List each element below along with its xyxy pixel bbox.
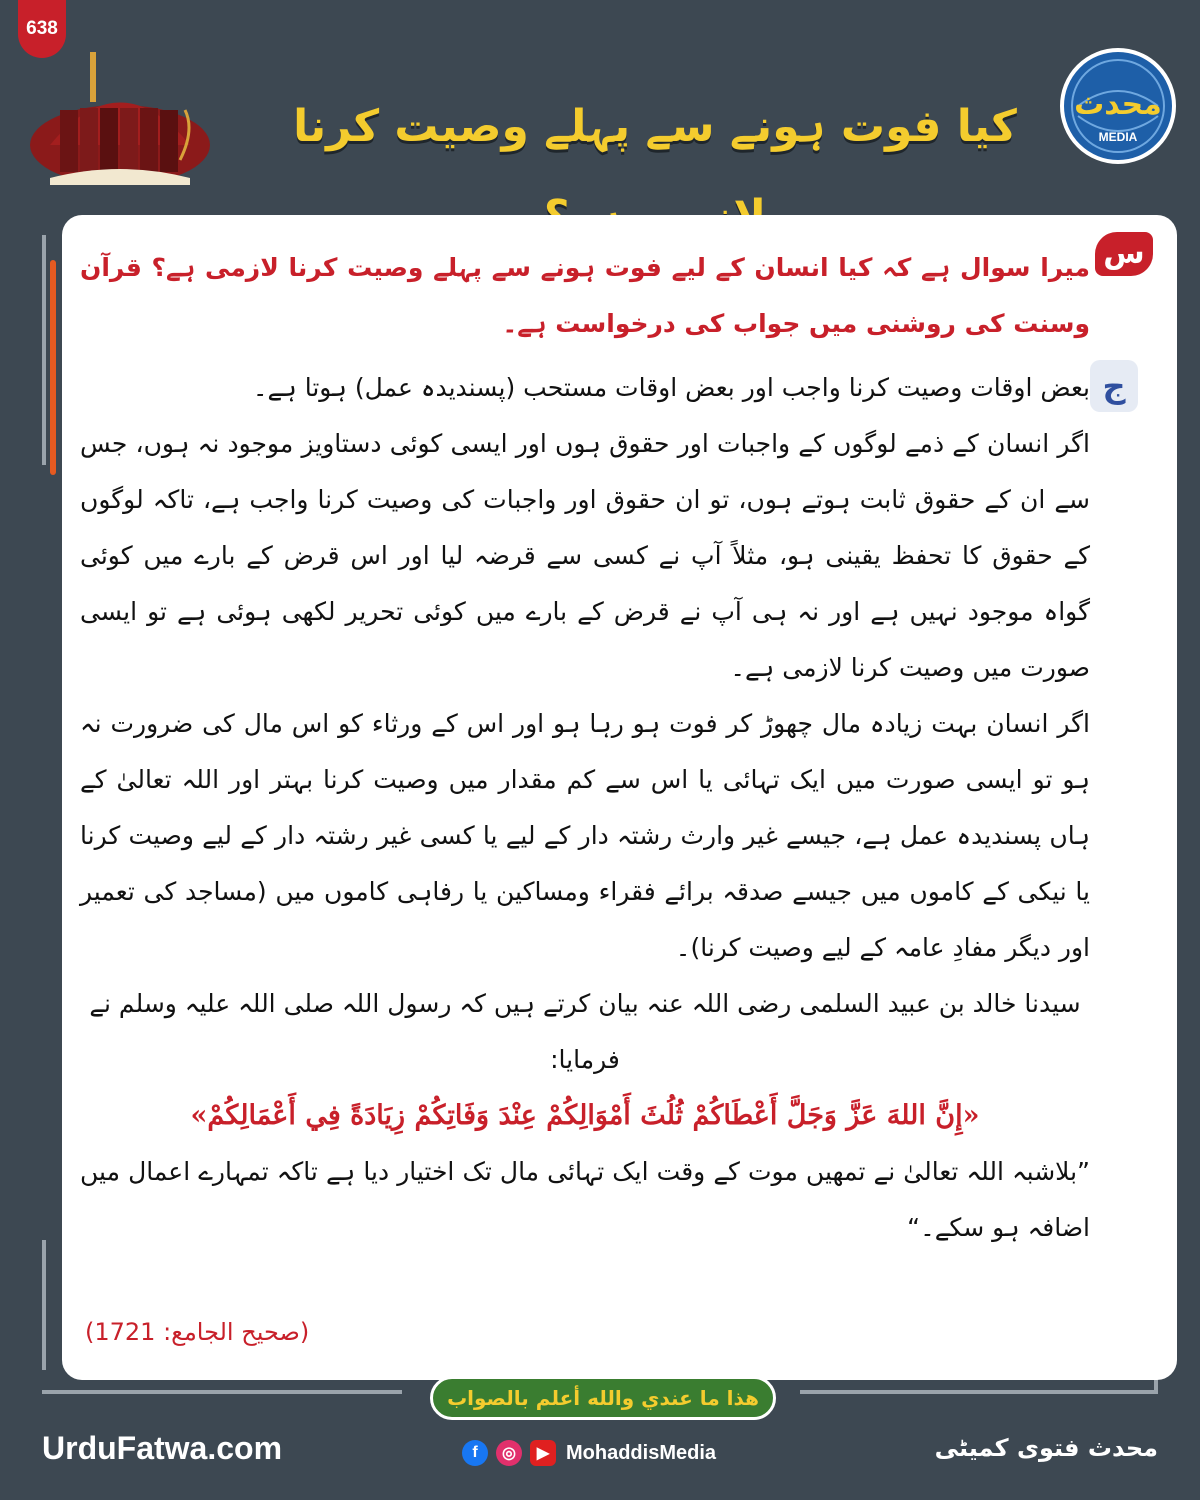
accent-stripe — [50, 260, 56, 475]
frame-left-top — [42, 235, 46, 465]
frame-bottom-right — [800, 1390, 1158, 1394]
social-handle[interactable]: MohaddisMedia — [566, 1441, 717, 1464]
social-links — [462, 1440, 716, 1466]
post-number: 638 — [26, 18, 58, 39]
logo-text: MEDIA — [1098, 130, 1138, 144]
youtube-icon[interactable]: ▶ — [530, 1440, 556, 1466]
answer-para-1: بعض اوقات وصیت کرنا واجب اور بعض اوقات مستحب (پسندیدہ عمل) ہوتا ہے۔ — [252, 373, 1090, 402]
committee-name: محدث فتوی کمیٹی — [934, 1434, 1158, 1462]
instagram-icon[interactable]: ◎ — [496, 1440, 522, 1466]
closing-statement: هذا ما عندي والله أعلم بالصواب — [430, 1376, 776, 1420]
frame-left-bottom — [42, 1240, 46, 1370]
facebook-icon[interactable]: f — [462, 1440, 488, 1466]
website-link[interactable]: UrduFatwa.com — [42, 1430, 283, 1466]
svg-text:محدث: محدث — [1074, 87, 1162, 122]
fatwa-body — [80, 240, 1090, 1256]
mohaddis-logo — [1058, 46, 1178, 166]
hadith-reference: (صحيح الجامع: 1721) — [85, 1318, 310, 1346]
books-dome-illustration — [20, 50, 220, 190]
answer-marker: ج — [1090, 360, 1138, 412]
arabic-hadith: «إِنَّ اللهَ عَزَّ وَجَلَّ أَعْطَاكُمْ ثُلُثَ أَمْوَالِكُمْ عِنْدَ وَفَاتِكُمْ زِيَادَةً فِي أَعْمَالِكُمْ» — [190, 1100, 980, 1131]
hadith-translation: ”بلاشبہ اللہ تعالیٰ نے تمھیں موت کے وقت ایک تہائی مال تک اختیار دیا ہے تاکہ تمہارے اعمال میں اضافہ ہو سکے۔“ — [80, 1157, 1090, 1242]
answer-para-3: اگر انسان بہت زیادہ مال چھوڑ کر فوت ہو رہا ہو اور اس کے ورثاء کو اس مال کی ضرورت نہ ہو تو ایسی صورت میں ایک تہائی یا اس سے کم مقدار میں وصیت کرنا بہتر اور اللہ تعالیٰ کے ہاں پسندیدہ عمل ہے، جیسے غیر وارث رشتہ دار کے لیے یا کسی غیر رشتہ دار کے لیے وصیت کرنا یا نیکی کے کاموں میں جیسے صدقہ برائے فقراء ومساکین یا رفاہی کاموں میں (مساجد کی تعمیر اور دیگر مفادِ عامہ کے لیے وصیت کرنا)۔ — [80, 709, 1090, 962]
answer-para-2: اگر انسان کے ذمے لوگوں کے واجبات اور حقوق ہوں اور ایسی کوئی دستاویز موجود نہ ہوں، جس سے ان کے حقوق ثابت ہوتے ہوں، تو ان حقوق اور واجبات کی وصیت کرنا واجب ہے، تاکہ لوگوں کے حقوق کا تحفظ یقینی ہو، مثلاً آپ نے کسی سے قرضہ لیا اور اس قرض کے بارے میں کوئی گواہ موجود نہیں ہے اور نہ ہی آپ نے قرض کے بارے میں کوئی تحریر لکھی ہوئی ہے تو ایسی صورت میں وصیت کرنا لازمی ہے۔ — [80, 429, 1090, 682]
hadith-intro: سیدنا خالد بن عبید السلمی رضی اللہ عنہ بیان کرتے ہیں کہ رسول اللہ صلی اللہ علیہ وسلم نے فرمایا: — [89, 989, 1081, 1074]
question-marker: س — [1095, 232, 1153, 276]
question-text: میرا سوال ہے کہ کیا انسان کے لیے فوت ہونے سے پہلے وصیت کرنا لازمی ہے؟ قرآن وسنت کی روشنی میں جواب کی درخواست ہے۔ — [80, 253, 1090, 338]
page-title: کیا فوت ہونے سے پہلے وصیت کرنا — [293, 101, 1017, 152]
frame-bottom-left — [42, 1390, 402, 1394]
